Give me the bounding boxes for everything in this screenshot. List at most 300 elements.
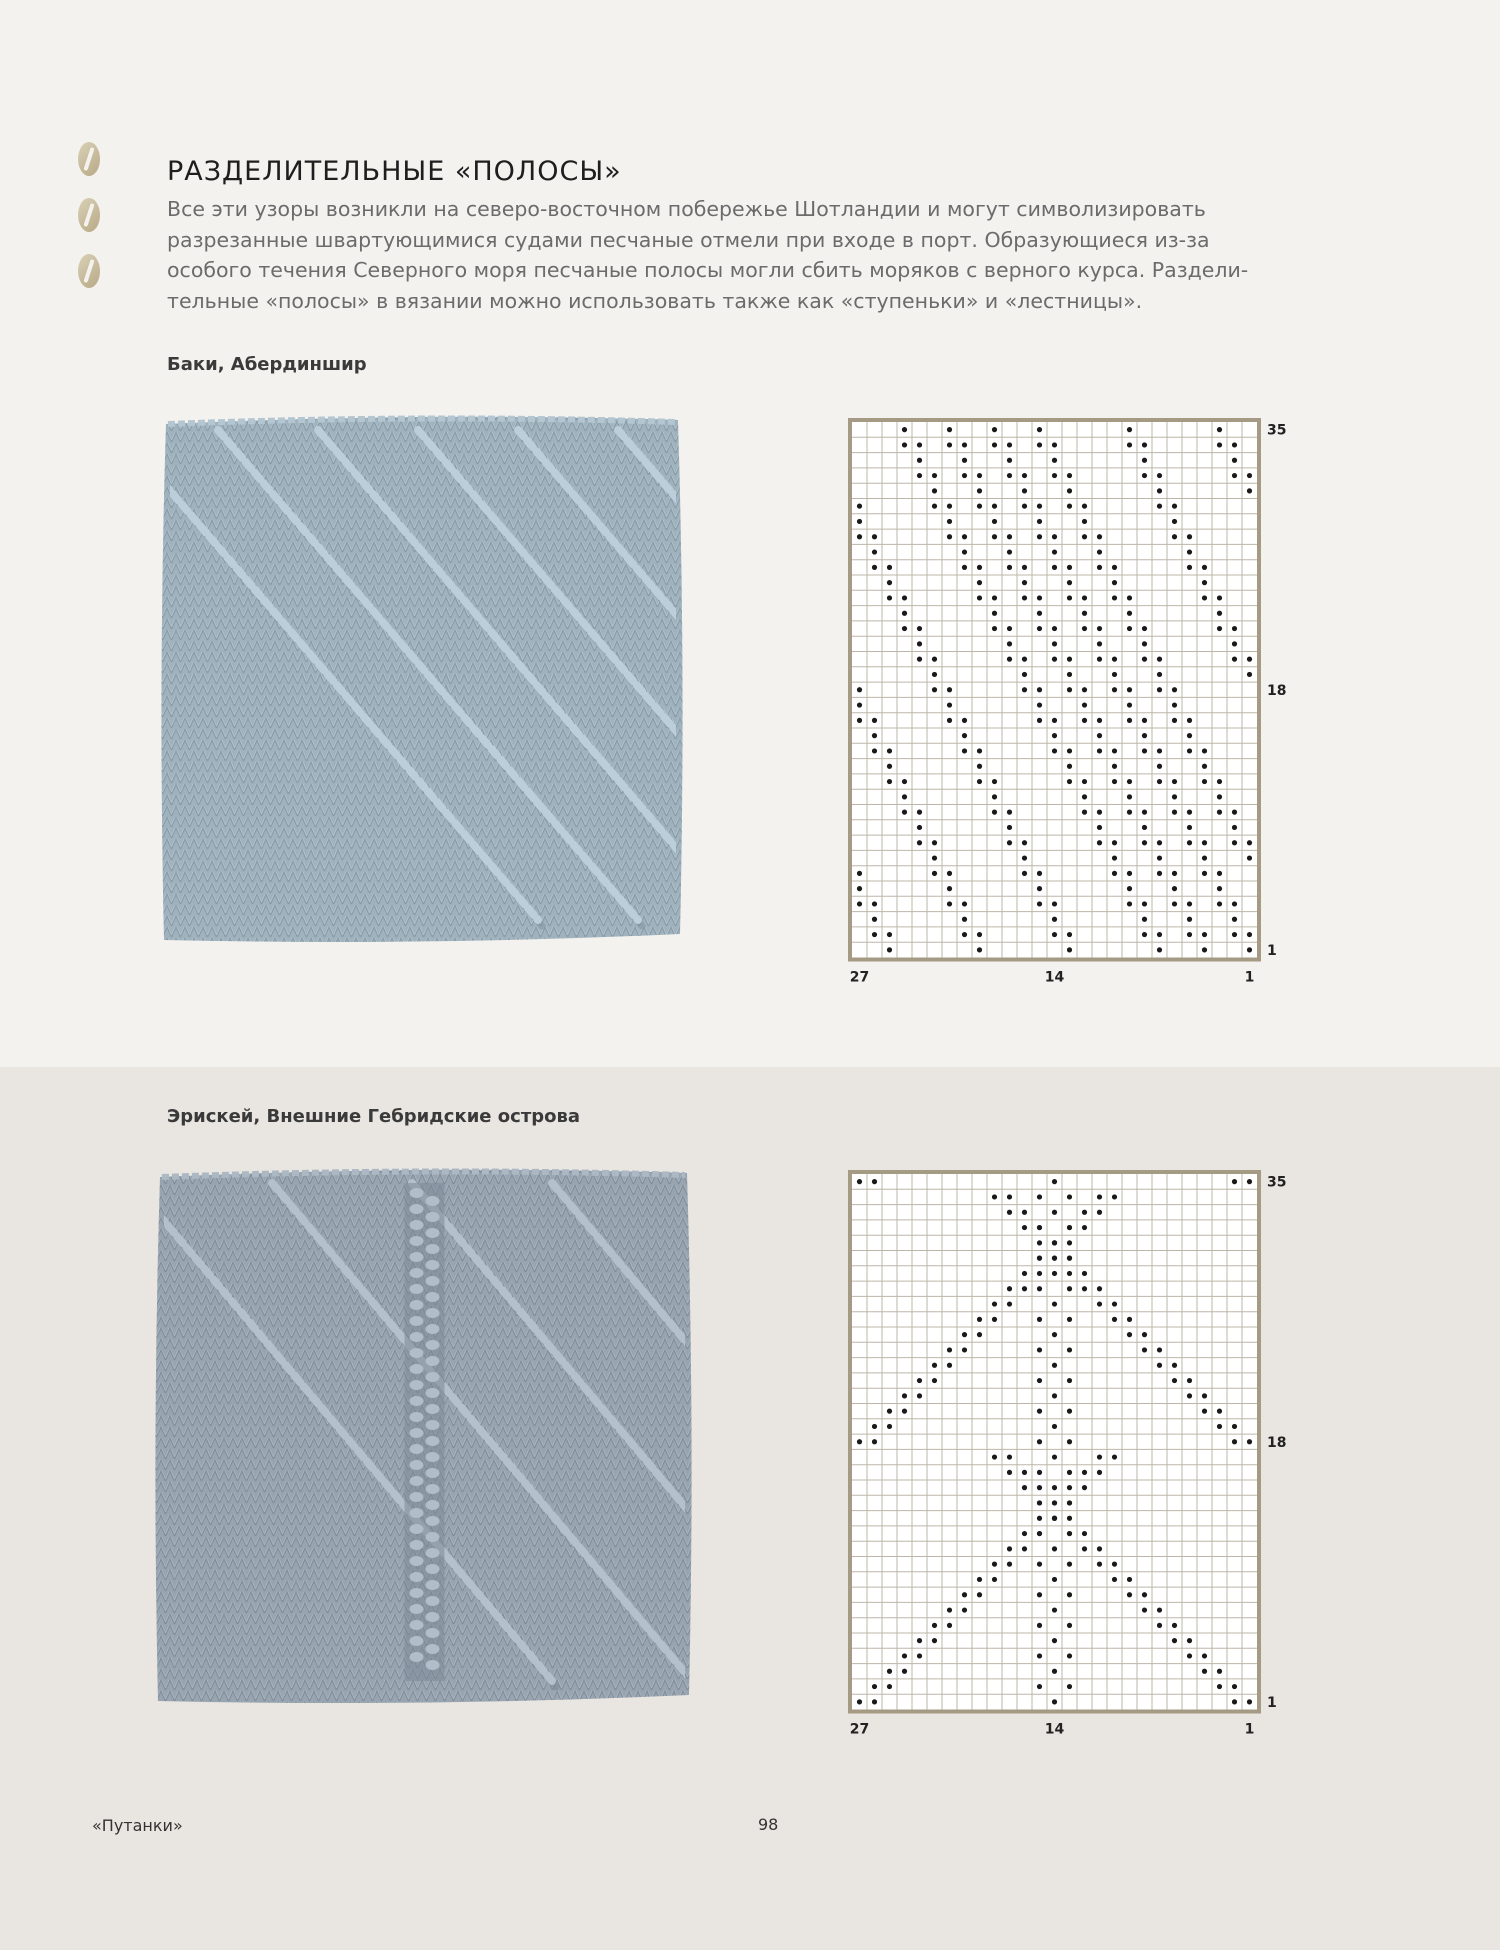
purl-stitch-dot (857, 1179, 862, 1184)
purl-stitch-dot (1037, 1684, 1042, 1689)
purl-stitch-dot (1067, 1271, 1072, 1276)
purl-stitch-dot (1007, 565, 1012, 570)
swatch-column-stitch (426, 1500, 440, 1510)
purl-stitch-dot (902, 1653, 907, 1658)
purl-stitch-dot (1037, 442, 1042, 447)
swatch-column-stitch (426, 1420, 440, 1430)
purl-stitch-dot (947, 427, 952, 432)
purl-stitch-dot (977, 504, 982, 509)
purl-stitch-dot (1112, 565, 1117, 570)
purl-stitch-dot (1052, 1332, 1057, 1337)
purl-stitch-dot (1157, 779, 1162, 784)
purl-stitch-dot (1157, 672, 1162, 677)
purl-stitch-dot (872, 549, 877, 554)
purl-stitch-dot (1022, 657, 1027, 662)
purl-stitch-dot (932, 1623, 937, 1628)
purl-stitch-dot (1202, 932, 1207, 937)
purl-stitch-dot (1247, 1179, 1252, 1184)
purl-stitch-dot (1052, 1363, 1057, 1368)
purl-stitch-dot (1112, 1301, 1117, 1306)
purl-stitch-dot (1082, 611, 1087, 616)
pattern-title: Баки, Абердиншир (167, 354, 367, 375)
purl-stitch-dot (1247, 488, 1252, 493)
purl-stitch-dot (977, 1577, 982, 1582)
purl-stitch-dot (1037, 1623, 1042, 1628)
purl-stitch-dot (962, 458, 967, 463)
purl-stitch-dot (1217, 595, 1222, 600)
purl-stitch-dot (857, 718, 862, 723)
swatch-column-stitch (410, 1556, 424, 1566)
chart-row-label: 1 (1267, 1694, 1277, 1711)
purl-stitch-dot (1172, 871, 1177, 876)
purl-stitch-dot (1232, 473, 1237, 478)
purl-stitch-dot (1172, 794, 1177, 799)
purl-stitch-dot (1142, 626, 1147, 631)
purl-stitch-dot (1157, 687, 1162, 692)
swatch-column-stitch (426, 1468, 440, 1478)
purl-stitch-dot (1127, 779, 1132, 784)
purl-stitch-dot (962, 1607, 967, 1612)
purl-stitch-dot (1007, 1210, 1012, 1215)
purl-stitch-dot (1052, 1546, 1057, 1551)
purl-stitch-dot (1037, 886, 1042, 891)
purl-stitch-dot (1082, 534, 1087, 539)
purl-stitch-dot (962, 748, 967, 753)
purl-stitch-dot (992, 1562, 997, 1567)
purl-stitch-dot (1232, 1699, 1237, 1704)
purl-stitch-dot (1067, 1684, 1072, 1689)
purl-stitch-dot (1232, 825, 1237, 830)
purl-stitch-dot (917, 1378, 922, 1383)
purl-stitch-dot (1172, 519, 1177, 524)
purl-stitch-dot (1202, 1393, 1207, 1398)
purl-stitch-dot (1187, 825, 1192, 830)
swatch-column-stitch (426, 1228, 440, 1238)
purl-stitch-dot (1187, 534, 1192, 539)
bean-icon (78, 142, 100, 176)
purl-stitch-dot (992, 611, 997, 616)
purl-stitch-dot (1052, 473, 1057, 478)
purl-stitch-dot (962, 932, 967, 937)
purl-stitch-dot (1157, 855, 1162, 860)
purl-stitch-dot (1127, 687, 1132, 692)
swatch-column-stitch (410, 1204, 424, 1214)
purl-stitch-dot (1157, 1607, 1162, 1612)
purl-stitch-dot (1022, 1485, 1027, 1490)
purl-stitch-dot (1052, 458, 1057, 463)
purl-stitch-dot (1037, 1592, 1042, 1597)
purl-stitch-dot (1052, 1669, 1057, 1674)
swatch-column-stitch (426, 1308, 440, 1318)
purl-stitch-dot (1037, 1516, 1042, 1521)
purl-stitch-dot (887, 1669, 892, 1674)
purl-stitch-dot (1217, 779, 1222, 784)
chart-row-label: 1 (1267, 942, 1277, 959)
swatch-column-stitch (410, 1220, 424, 1230)
purl-stitch-dot (1187, 733, 1192, 738)
purl-stitch-dot (1037, 1653, 1042, 1658)
purl-stitch-dot (1037, 1225, 1042, 1230)
purl-stitch-dot (1082, 1546, 1087, 1551)
purl-stitch-dot (1127, 702, 1132, 707)
purl-stitch-dot (1082, 626, 1087, 631)
purl-stitch-dot (1202, 565, 1207, 570)
purl-stitch-dot (1232, 810, 1237, 815)
purl-stitch-dot (1157, 748, 1162, 753)
purl-stitch-dot (1172, 886, 1177, 891)
purl-stitch-dot (1172, 504, 1177, 509)
purl-stitch-dot (1187, 1378, 1192, 1383)
purl-stitch-dot (1052, 1424, 1057, 1429)
purl-stitch-dot (917, 825, 922, 830)
intro-line: разрезанные швартующимися судами песчаные отмели при входе в порт. Образующиеся из-за (167, 227, 1210, 252)
purl-stitch-dot (1067, 1256, 1072, 1261)
purl-stitch-dot (1082, 794, 1087, 799)
swatch-column-stitch (410, 1300, 424, 1310)
purl-stitch-dot (962, 534, 967, 539)
purl-stitch-dot (1052, 1240, 1057, 1245)
purl-stitch-dot (887, 565, 892, 570)
purl-stitch-dot (1067, 779, 1072, 784)
purl-stitch-dot (962, 549, 967, 554)
purl-stitch-dot (1067, 595, 1072, 600)
swatch-column-stitch (410, 1364, 424, 1374)
purl-stitch-dot (977, 473, 982, 478)
swatch-column-stitch (410, 1652, 424, 1662)
purl-stitch-dot (1037, 1194, 1042, 1199)
knitted-swatch-photo (152, 1163, 697, 1711)
purl-stitch-dot (1052, 442, 1057, 447)
purl-stitch-dot (1052, 1301, 1057, 1306)
purl-stitch-dot (1007, 1194, 1012, 1199)
purl-stitch-dot (1232, 1439, 1237, 1444)
purl-stitch-dot (1007, 810, 1012, 815)
purl-stitch-dot (1232, 657, 1237, 662)
purl-stitch-dot (1022, 871, 1027, 876)
chart-column-label: 27 (849, 1721, 870, 1738)
purl-stitch-dot (1022, 1286, 1027, 1291)
purl-stitch-dot (932, 488, 937, 493)
purl-stitch-dot (1142, 442, 1147, 447)
purl-stitch-dot (1187, 1393, 1192, 1398)
purl-stitch-dot (1007, 1546, 1012, 1551)
purl-stitch-dot (1202, 779, 1207, 784)
purl-stitch-dot (1007, 442, 1012, 447)
purl-stitch-dot (1112, 672, 1117, 677)
purl-stitch-dot (1067, 1378, 1072, 1383)
swatch-column-stitch (410, 1188, 424, 1198)
purl-stitch-dot (1097, 1194, 1102, 1199)
purl-stitch-dot (1112, 580, 1117, 585)
purl-stitch-dot (917, 1638, 922, 1643)
purl-stitch-dot (1082, 1286, 1087, 1291)
purl-stitch-dot (1037, 901, 1042, 906)
purl-stitch-dot (932, 1363, 937, 1368)
purl-stitch-dot (1022, 504, 1027, 509)
swatch-column-stitch (410, 1476, 424, 1486)
purl-stitch-dot (1022, 855, 1027, 860)
purl-stitch-dot (1037, 626, 1042, 631)
purl-stitch-dot (1217, 442, 1222, 447)
purl-stitch-dot (857, 504, 862, 509)
swatch-column-stitch (410, 1620, 424, 1630)
purl-stitch-dot (1097, 718, 1102, 723)
purl-stitch-dot (1067, 473, 1072, 478)
purl-stitch-dot (1037, 1378, 1042, 1383)
chart-row-label: 35 (1267, 1174, 1287, 1191)
purl-stitch-dot (1052, 917, 1057, 922)
footer-source: «Путанки» (92, 1816, 183, 1835)
purl-stitch-dot (887, 779, 892, 784)
swatch-column-stitch (410, 1236, 424, 1246)
purl-stitch-dot (1067, 748, 1072, 753)
purl-stitch-dot (1112, 1562, 1117, 1567)
purl-stitch-dot (1097, 1546, 1102, 1551)
purl-stitch-dot (1052, 1179, 1057, 1184)
bean-icon (78, 254, 100, 288)
purl-stitch-dot (1052, 1638, 1057, 1643)
purl-stitch-dot (1112, 1577, 1117, 1582)
purl-stitch-dot (1157, 1363, 1162, 1368)
purl-stitch-dot (1202, 947, 1207, 952)
purl-stitch-dot (977, 947, 982, 952)
purl-stitch-dot (887, 764, 892, 769)
purl-stitch-dot (1202, 1409, 1207, 1414)
purl-stitch-dot (962, 1592, 967, 1597)
purl-stitch-dot (1022, 488, 1027, 493)
decorative-bullets (78, 142, 108, 310)
purl-stitch-dot (1127, 611, 1132, 616)
purl-stitch-dot (1112, 1194, 1117, 1199)
purl-stitch-dot (1052, 901, 1057, 906)
purl-stitch-dot (1142, 1607, 1147, 1612)
purl-stitch-dot (932, 1638, 937, 1643)
purl-stitch-dot (1202, 871, 1207, 876)
purl-stitch-dot (1082, 810, 1087, 815)
swatch-column-stitch (410, 1444, 424, 1454)
purl-stitch-dot (992, 595, 997, 600)
purl-stitch-dot (1082, 687, 1087, 692)
purl-stitch-dot (1232, 1424, 1237, 1429)
purl-stitch-dot (1112, 657, 1117, 662)
purl-stitch-dot (1217, 794, 1222, 799)
purl-stitch-dot (1007, 1454, 1012, 1459)
purl-stitch-dot (992, 442, 997, 447)
purl-stitch-dot (977, 779, 982, 784)
purl-stitch-dot (872, 534, 877, 539)
purl-stitch-dot (1067, 672, 1072, 677)
purl-stitch-dot (887, 1424, 892, 1429)
swatch-column-stitch (410, 1540, 424, 1550)
swatch-column-stitch (410, 1428, 424, 1438)
purl-stitch-dot (1097, 549, 1102, 554)
purl-stitch-dot (1037, 1500, 1042, 1505)
purl-stitch-dot (947, 1363, 952, 1368)
purl-stitch-dot (1052, 626, 1057, 631)
purl-stitch-dot (1187, 810, 1192, 815)
purl-stitch-dot (872, 1424, 877, 1429)
purl-stitch-dot (1022, 1210, 1027, 1215)
purl-stitch-dot (857, 901, 862, 906)
swatch-column-stitch (426, 1404, 440, 1414)
purl-stitch-dot (1022, 473, 1027, 478)
purl-stitch-dot (1037, 595, 1042, 600)
purl-stitch-dot (1247, 672, 1252, 677)
purl-stitch-dot (917, 442, 922, 447)
purl-stitch-dot (1082, 718, 1087, 723)
purl-stitch-dot (1082, 1531, 1087, 1536)
purl-stitch-dot (962, 901, 967, 906)
purl-stitch-dot (1157, 1623, 1162, 1628)
swatch-column-stitch (410, 1284, 424, 1294)
swatch-column-stitch (426, 1564, 440, 1574)
purl-stitch-dot (1187, 840, 1192, 845)
purl-stitch-dot (1247, 855, 1252, 860)
purl-stitch-dot (1067, 1592, 1072, 1597)
purl-stitch-dot (1022, 840, 1027, 845)
purl-stitch-dot (887, 580, 892, 585)
purl-stitch-dot (1022, 1546, 1027, 1551)
purl-stitch-dot (1142, 473, 1147, 478)
chart-column-label: 1 (1244, 969, 1255, 986)
purl-stitch-dot (1157, 871, 1162, 876)
purl-stitch-dot (947, 718, 952, 723)
purl-stitch-dot (1127, 794, 1132, 799)
purl-stitch-dot (1172, 1363, 1177, 1368)
purl-stitch-dot (947, 901, 952, 906)
chart-column-label: 27 (849, 969, 870, 986)
purl-stitch-dot (917, 810, 922, 815)
purl-stitch-dot (1067, 1516, 1072, 1521)
purl-stitch-dot (1202, 1653, 1207, 1658)
chart-background (852, 1174, 1257, 1710)
purl-stitch-dot (1097, 1210, 1102, 1215)
purl-stitch-dot (1142, 748, 1147, 753)
purl-stitch-dot (1037, 427, 1042, 432)
swatch-column-stitch (426, 1372, 440, 1382)
purl-stitch-dot (992, 1317, 997, 1322)
purl-stitch-dot (1142, 733, 1147, 738)
purl-stitch-dot (1247, 947, 1252, 952)
purl-stitch-dot (1067, 1286, 1072, 1291)
purl-stitch-dot (1067, 657, 1072, 662)
purl-stitch-dot (1142, 657, 1147, 662)
purl-stitch-dot (1172, 718, 1177, 723)
purl-stitch-dot (977, 488, 982, 493)
purl-stitch-dot (1067, 1623, 1072, 1628)
purl-stitch-dot (902, 810, 907, 815)
purl-stitch-dot (1097, 1286, 1102, 1291)
pattern-title: Эрискей, Внешние Гебридские острова (167, 1106, 581, 1127)
bean-icon (78, 198, 100, 232)
purl-stitch-dot (1217, 427, 1222, 432)
purl-stitch-dot (1052, 748, 1057, 753)
purl-stitch-dot (1127, 1317, 1132, 1322)
purl-stitch-dot (1097, 534, 1102, 539)
purl-stitch-dot (1142, 917, 1147, 922)
purl-stitch-dot (1187, 549, 1192, 554)
purl-stitch-dot (917, 626, 922, 631)
purl-stitch-dot (1187, 748, 1192, 753)
purl-stitch-dot (1157, 947, 1162, 952)
purl-stitch-dot (977, 748, 982, 753)
purl-stitch-dot (1082, 595, 1087, 600)
swatch-column-stitch (426, 1212, 440, 1222)
purl-stitch-dot (857, 519, 862, 524)
swatch-column-stitch (426, 1356, 440, 1366)
purl-stitch-dot (902, 427, 907, 432)
purl-stitch-dot (932, 687, 937, 692)
purl-stitch-dot (1202, 840, 1207, 845)
purl-stitch-dot (1217, 611, 1222, 616)
purl-stitch-dot (1007, 1286, 1012, 1291)
purl-stitch-dot (1172, 534, 1177, 539)
purl-stitch-dot (1247, 657, 1252, 662)
purl-stitch-dot (1247, 840, 1252, 845)
swatch-image (158, 410, 688, 950)
purl-stitch-dot (1112, 1454, 1117, 1459)
purl-stitch-dot (1082, 1210, 1087, 1215)
purl-stitch-dot (1007, 1470, 1012, 1475)
purl-stitch-dot (1007, 1562, 1012, 1567)
purl-stitch-dot (1007, 458, 1012, 463)
purl-stitch-dot (977, 932, 982, 937)
purl-stitch-dot (917, 458, 922, 463)
purl-stitch-dot (1067, 764, 1072, 769)
purl-stitch-dot (1247, 1699, 1252, 1704)
purl-stitch-dot (1067, 1317, 1072, 1322)
swatch-column-stitch (426, 1340, 440, 1350)
swatch-column-stitch (426, 1660, 440, 1670)
purl-stitch-dot (872, 733, 877, 738)
purl-stitch-dot (1127, 718, 1132, 723)
chart-column-label: 14 (1044, 1721, 1065, 1738)
chart-row-label: 35 (1267, 422, 1287, 439)
purl-stitch-dot (1127, 810, 1132, 815)
purl-stitch-dot (887, 932, 892, 937)
purl-stitch-dot (947, 442, 952, 447)
purl-stitch-dot (1187, 917, 1192, 922)
purl-stitch-dot (1037, 1286, 1042, 1291)
knitting-chart (848, 1170, 1318, 1756)
purl-stitch-dot (1052, 1210, 1057, 1215)
swatch-column-stitch (410, 1396, 424, 1406)
purl-stitch-dot (1037, 1317, 1042, 1322)
purl-stitch-dot (932, 871, 937, 876)
purl-stitch-dot (1067, 1225, 1072, 1230)
purl-stitch-dot (1157, 504, 1162, 509)
purl-stitch-dot (1232, 917, 1237, 922)
chart-background (852, 422, 1257, 958)
swatch-column-stitch (410, 1524, 424, 1534)
purl-stitch-dot (1217, 886, 1222, 891)
swatch-column-stitch (426, 1388, 440, 1398)
purl-stitch-dot (1097, 626, 1102, 631)
purl-stitch-dot (962, 442, 967, 447)
purl-stitch-dot (857, 687, 862, 692)
purl-stitch-dot (1022, 580, 1027, 585)
purl-stitch-dot (1112, 779, 1117, 784)
purl-stitch-dot (1202, 748, 1207, 753)
purl-stitch-dot (1142, 901, 1147, 906)
purl-stitch-dot (1097, 810, 1102, 815)
purl-stitch-dot (992, 1194, 997, 1199)
purl-stitch-dot (1052, 641, 1057, 646)
purl-stitch-dot (1052, 1271, 1057, 1276)
purl-stitch-dot (1007, 657, 1012, 662)
purl-stitch-dot (1217, 1424, 1222, 1429)
purl-stitch-dot (1232, 458, 1237, 463)
